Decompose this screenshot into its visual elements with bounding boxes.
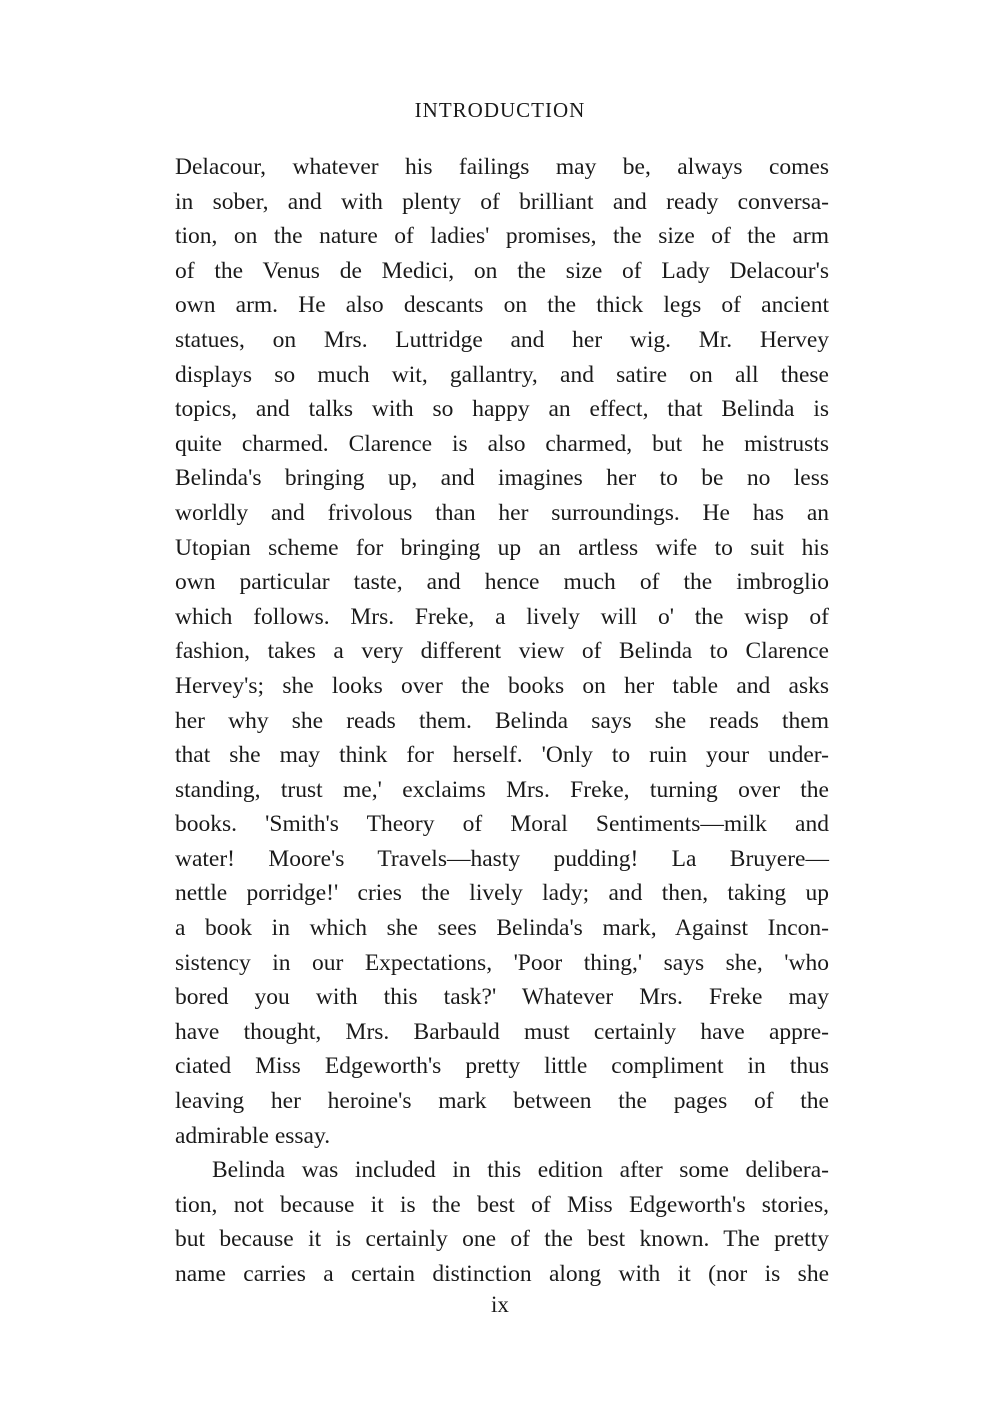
- text-line: nettle porridge!' cries the lively lady; and then, taking up: [175, 880, 829, 907]
- text-line: that she may think for herself. 'Only to ruin your under-: [175, 742, 829, 769]
- text-line: standing, trust me,' exclaims Mrs. Freke, turning over the: [175, 776, 829, 803]
- text-line: tion, on the nature of ladies' promises, the size of the arm: [175, 223, 829, 250]
- text-line: displays so much wit, gallantry, and satire on all these: [175, 361, 829, 388]
- text-line: worldly and frivolous than her surroundings. He has an: [175, 499, 829, 526]
- text-line: ciated Miss Edgeworth's pretty little compliment in thus: [175, 1053, 829, 1080]
- text-line: Belinda's bringing up, and imagines her to be no less: [175, 465, 829, 492]
- text-line: leaving her heroine's mark between the pages of the: [175, 1088, 829, 1115]
- text-line: water! Moore's Travels—hasty pudding! La Bruyere—: [175, 845, 829, 872]
- text-line: fashion, takes a very different view of Belinda to Clarence: [175, 638, 829, 665]
- text-line: of the Venus de Medici, on the size of Lady Delacour's: [175, 257, 829, 284]
- text-line: have thought, Mrs. Barbauld must certainly have appre-: [175, 1018, 829, 1045]
- body-text: [175, 150, 829, 1292]
- page-number: ix: [491, 1292, 509, 1317]
- text-line: quite charmed. Clarence is also charmed, but he mistrusts: [175, 430, 829, 457]
- text-line: sistency in our Expectations, 'Poor thing,' says she, 'who: [175, 949, 829, 976]
- text-line: tion, not because it is the best of Miss Edgeworth's stories,: [175, 1191, 829, 1218]
- text-line: own particular taste, and hence much of the imbroglio: [175, 569, 829, 596]
- text-line: statues, on Mrs. Luttridge and her wig. Mr. Hervey: [175, 326, 829, 353]
- text-line: Belinda was included in this edition after some delibera-: [212, 1157, 829, 1184]
- text-line: books. 'Smith's Theory of Moral Sentiments—milk and: [175, 811, 829, 838]
- text-line: Hervey's; she looks over the books on her table and asks: [175, 672, 829, 699]
- text-line: which follows. Mrs. Freke, a lively will o' the wisp of: [175, 603, 829, 630]
- text-line: her why she reads them. Belinda says she reads them: [175, 707, 829, 734]
- text-line: topics, and talks with so happy an effect, that Belinda is: [175, 396, 829, 423]
- text-line: admirable essay.: [175, 1122, 331, 1149]
- text-line: name carries a certain distinction along with it (nor is she: [175, 1261, 829, 1287]
- text-line: own arm. He also descants on the thick legs of ancient: [175, 292, 829, 319]
- text-line: but because it is certainly one of the best known. The pretty: [175, 1226, 829, 1253]
- text-line: in sober, and with plenty of brilliant and ready conversa-: [175, 188, 829, 215]
- text-line: Delacour, whatever his failings may be, always comes: [175, 154, 829, 180]
- text-line: Utopian scheme for bringing up an artless wife to suit his: [175, 534, 829, 561]
- running-head: INTRODUCTION: [414, 98, 586, 122]
- text-line: a book in which she sees Belinda's mark, Against Incon-: [175, 915, 829, 942]
- text-line: bored you with this task?' Whatever Mrs. Freke may: [175, 984, 829, 1011]
